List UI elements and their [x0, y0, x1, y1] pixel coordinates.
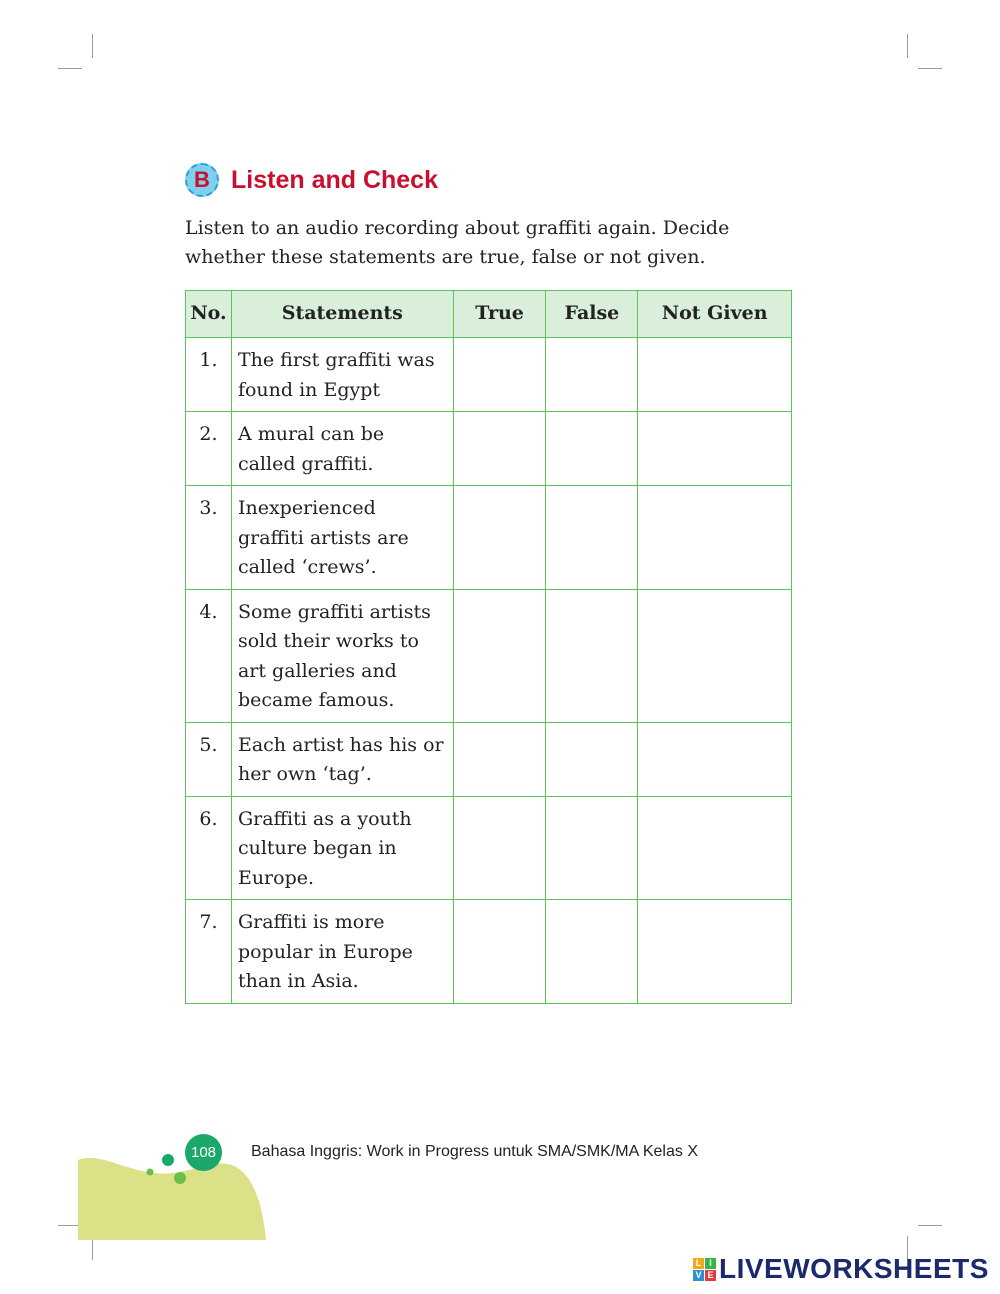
section-header: [185, 160, 438, 200]
logo-letter-grid: [693, 1258, 716, 1281]
crop-mark: [907, 34, 908, 58]
statement-text: Inexperienced graffiti artists are called ‘crews’.: [231, 486, 453, 590]
false-answer-cell[interactable]: [546, 338, 638, 412]
not-given-answer-cell[interactable]: [638, 722, 792, 796]
crop-mark: [918, 1225, 942, 1226]
table-header-row: [186, 291, 792, 338]
false-answer-cell[interactable]: [546, 589, 638, 722]
false-answer-cell[interactable]: [546, 796, 638, 900]
true-answer-cell[interactable]: [453, 589, 546, 722]
statement-text: Graffiti as a youth culture began in Europe.: [231, 796, 453, 900]
header-no: No.: [186, 291, 232, 338]
not-given-answer-cell[interactable]: [638, 796, 792, 900]
statement-text: Each artist has his or her own ‘tag’.: [231, 722, 453, 796]
table-row: [186, 412, 792, 486]
not-given-answer-cell[interactable]: [638, 412, 792, 486]
false-answer-cell[interactable]: [546, 486, 638, 590]
logo-letter: V: [693, 1270, 704, 1281]
true-answer-cell[interactable]: [453, 486, 546, 590]
liveworksheets-logo: [693, 1253, 989, 1285]
true-answer-cell[interactable]: [453, 722, 546, 796]
true-answer-cell[interactable]: [453, 900, 546, 1004]
logo-letter: E: [705, 1270, 716, 1281]
table-row: [186, 338, 792, 412]
crop-mark: [92, 34, 93, 58]
header-not-given: Not Given: [638, 291, 792, 338]
crop-mark: [918, 68, 942, 69]
instructions: Listen to an audio recording about graffiti again. Decide whether these statements are true, false or not given.: [185, 217, 730, 268]
statement-text: A mural can be called graffiti.: [231, 412, 453, 486]
false-answer-cell[interactable]: [546, 900, 638, 1004]
header-false: False: [546, 291, 638, 338]
table-row: [186, 900, 792, 1004]
table-row: [186, 589, 792, 722]
true-answer-cell[interactable]: [453, 412, 546, 486]
row-number: 1.: [186, 338, 232, 412]
row-number: 4.: [186, 589, 232, 722]
row-number: 7.: [186, 900, 232, 1004]
row-number: 2.: [186, 412, 232, 486]
true-answer-cell[interactable]: [453, 796, 546, 900]
page-number: 108: [185, 1134, 222, 1171]
not-given-answer-cell[interactable]: [638, 486, 792, 590]
statement-text: The first graffiti was found in Egypt: [231, 338, 453, 412]
table-row: [186, 722, 792, 796]
row-number: 6.: [186, 796, 232, 900]
false-answer-cell[interactable]: [546, 412, 638, 486]
not-given-answer-cell[interactable]: [638, 338, 792, 412]
logo-letter: I: [705, 1258, 716, 1269]
header-true: True: [453, 291, 546, 338]
false-answer-cell[interactable]: [546, 722, 638, 796]
footer-hill-decoration: [78, 1140, 268, 1242]
crop-mark: [58, 68, 82, 69]
statement-text: Graffiti is more popular in Europe than in Asia.: [231, 900, 453, 1004]
not-given-answer-cell[interactable]: [638, 589, 792, 722]
logo-wordmark: LIVEWORKSHEETS: [719, 1253, 989, 1284]
logo-letter: L: [693, 1258, 704, 1269]
not-given-answer-cell[interactable]: [638, 900, 792, 1004]
section-badge: B: [185, 163, 219, 197]
statements-table: [185, 290, 792, 1004]
statement-text: Some graffiti artists sold their works to art galleries and became famous.: [231, 589, 453, 722]
section-title: Listen and Check: [231, 165, 438, 194]
row-number: 3.: [186, 486, 232, 590]
row-number: 5.: [186, 722, 232, 796]
true-answer-cell[interactable]: [453, 338, 546, 412]
table-row: [186, 796, 792, 900]
table-row: [186, 486, 792, 590]
book-title: Bahasa Inggris: Work in Progress untuk SMA/SMK/MA Kelas X: [251, 1143, 698, 1160]
header-statements: Statements: [231, 291, 453, 338]
